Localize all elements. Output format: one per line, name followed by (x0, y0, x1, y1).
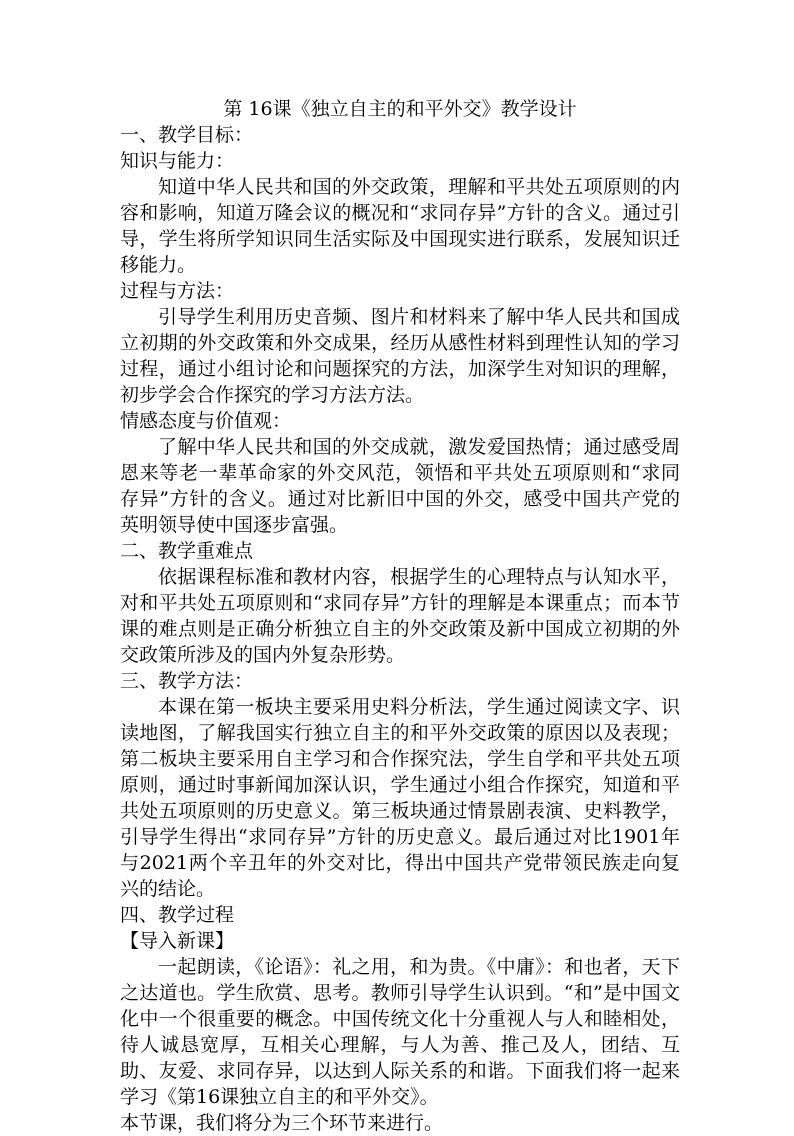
document-title: 第 16课《独立自主的和平外交》教学设计 (223, 98, 577, 120)
heading-emotion: 情感态度与价值观： (120, 410, 292, 432)
paragraph-keypoints: 依据课程标准和教材内容，根据学生的心理特点与认知水平，对和平共处五项原则和“求同存异”方针的理解是本课重点；而本节课的难点则是正确分析独立自主的外交政策及新中国成立初期的外交政策所涉及的国内外复杂形势。 (120, 566, 680, 666)
heading-knowledge: 知识与能力： (120, 150, 235, 172)
heading-process: 过程与方法： (120, 280, 235, 302)
paragraph-knowledge: 知道中华人民共和国的外交政策，理解和平共处五项原则的内容和影响，知道万隆会议的概况和“求同存异”方针的含义。通过引导，学生将所学知识同生活实际及中国现实进行联系，发展知识迁移能力。 (120, 176, 680, 276)
heading-methods: 三、教学方法： (120, 670, 254, 692)
heading-procedure: 四、教学过程 (120, 904, 235, 926)
paragraph-closing: 本节课，我们将分为三个环节来进行。 (120, 1112, 444, 1134)
document-page (120, 96, 680, 1136)
paragraph-process: 引导学生利用历史音频、图片和材料来了解中华人民共和国成立初期的外交政策和外交成果，经历从感性材料到理性认知的学习过程，通过小组讨论和问题探究的方法，加深学生对知识的理解，初步学会合作探究的学习方法方法。 (120, 306, 680, 406)
heading-keypoints: 二、教学重难点 (120, 540, 254, 562)
heading-intro: 【导入新课】 (120, 930, 235, 952)
paragraph-intro: 一起朗读，《论语》：礼之用，和为贵。《中庸》：和也者，天下之达道也。学生欣赏、思考。教师引导学生认识到。“和”是中国文化中一个很重要的概念。中国传统文化十分重视人与人和睦相处，待人诚恳宽厚，互相关心理解，与人为善、推己及人，团结、互助、友爱、求同存异，以达到人际关系的和谐。下面我们将一起来学习《第16课独立自主的和平外交》。 (120, 956, 680, 1108)
paragraph-methods: 本课在第一板块主要采用史料分析法，学生通过阅读文字、识读地图，了解我国实行独立自主的和平外交政策的原因以及表现；第二板块主要采用自主学习和合作探究法，学生自学和平共处五项原则，通过时事新闻加深认识，学生通过小组合作探究，知道和平共处五项原则的历史意义。第三板块通过情景剧表演、史料教学，引导学生得出“求同存异”方针的历史意义。最后通过对比1901年与2021两个辛丑年的外交对比，得出中国共产党带领民族走向复兴的结论。 (120, 696, 680, 900)
heading-objectives: 一、教学目标： (120, 124, 254, 146)
paragraph-emotion: 了解中华人民共和国的外交成就，激发爱国热情；通过感受周恩来等老一辈革命家的外交风范，领悟和平共处五项原则和“求同存异”方针的含义。通过对比新旧中国的外交，感受中国共产党的英明领导使中国逐步富强。 (120, 436, 680, 536)
